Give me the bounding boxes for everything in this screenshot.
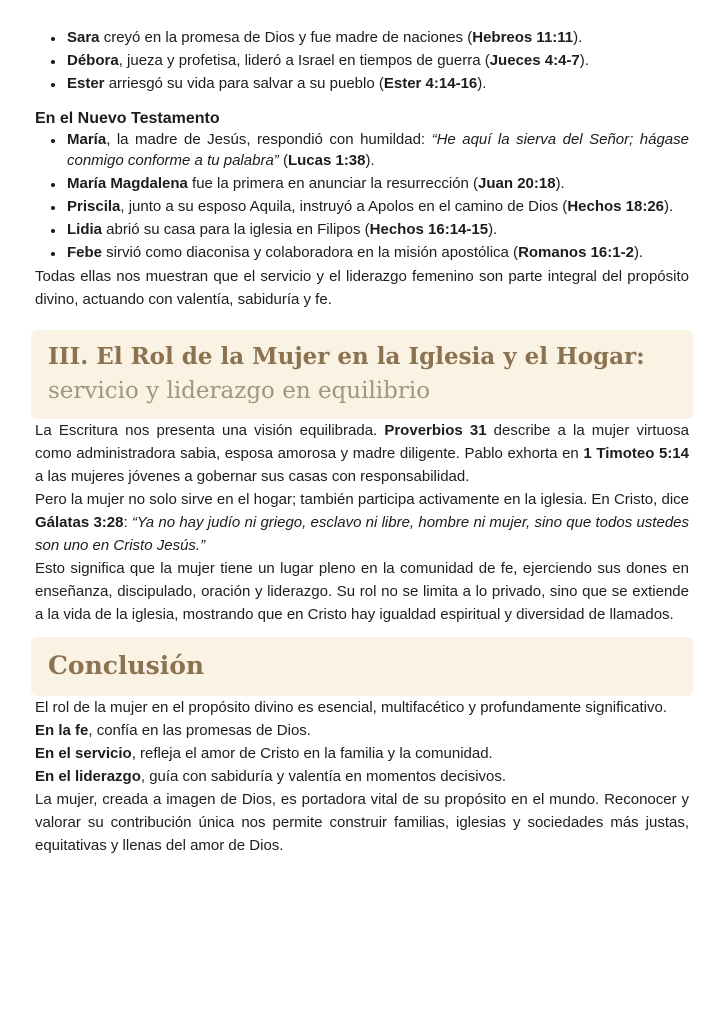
list-item: • Sara creyó en la promesa de Dios y fue madre de naciones (Hebreos 11:11). (65, 27, 689, 48)
galatas-paragraph: Pero la mujer no solo sirve en el hogar; también participa activamente en la iglesia. En Cristo, dice Gálatas 3:28: “Ya no hay judío ni griego, esclavo ni libre, hombre ni mujer, sino que todos ustedes son uno en Cristo Jesús.” (35, 491, 689, 554)
list-item: • Ester arriesgó su vida para salvar a su pueblo (Ester 4:14-16). (65, 73, 689, 94)
emphasis-line-servicio: En el servicio, refleja el amor de Cristo en la familia y la comunidad. (35, 745, 493, 762)
list-item: • María Magdalena fue la primera en anunciar la resurrección (Juan 20:18). (65, 173, 689, 194)
new-testament-list (35, 129, 689, 263)
list-item: • Débora, jueza y profetisa, lideró a Israel en tiempos de guerra (Jueces 4:4-7). (65, 50, 689, 71)
emphasis-line-fe: En la fe, confía en las promesas de Dios. (35, 722, 311, 739)
conclusion-title: Conclusión (48, 651, 205, 680)
conclusion-heading-box (31, 637, 693, 696)
final-paragraph: La mujer, creada a imagen de Dios, es portadora vital de su propósito en el mundo. Reconocer y valorar su contribución única nos permite construir familias, iglesias y sociedades más justas, equitativas y llenas del amor de Dios. (35, 791, 689, 854)
list-item: • Priscila, junto a su esposo Aquila, instruyó a Apolos en el camino de Dios (Hechos 18:26). (65, 196, 689, 217)
pleno-paragraph: Esto significa que la mujer tiene un lugar pleno en la comunidad de fe, ejerciendo sus dones en enseñanza, discipulado, oración y liderazgo. Su rol no se limita a lo privado, sino que se extiende a la vida de la iglesia, mostrando que en Cristo hay igualdad espiritual y diversidad de llamados. (35, 560, 689, 623)
old-testament-list (35, 27, 689, 94)
new-testament-heading: En el Nuevo Testamento (35, 110, 220, 127)
conclusion-emphasis-lines (35, 719, 689, 788)
list-item: • Lidia abrió su casa para la iglesia en Filipos (Hechos 16:14-15). (65, 219, 689, 240)
section-three-title: III. El Rol de la Mujer en la Iglesia y el Hogar: (48, 343, 645, 370)
section-three-subtitle: servicio y liderazgo en equilibrio (48, 378, 431, 404)
summary-paragraph: Todas ellas nos muestran que el servicio y el liderazgo femenino son parte integral del propósito divino, actuando con valentía, sabiduría y fe. (35, 268, 689, 308)
list-item: • Febe sirvió como diaconisa y colaboradora en la misión apostólica (Romanos 16:1-2). (65, 242, 689, 263)
list-item: • María, la madre de Jesús, respondió con humildad: “He aquí la sierva del Señor; hágase conmigo conforme a tu palabra” (Lucas 1:38). (65, 129, 689, 171)
rol-paragraph: El rol de la mujer en el propósito divino es esencial, multifacético y profundamente significativo. (35, 699, 667, 716)
emphasis-line-liderazgo: En el liderazgo, guía con sabiduría y valentía en momentos decisivos. (35, 768, 507, 785)
section-three-heading-box (31, 330, 693, 419)
escritura-paragraph: La Escritura nos presenta una visión equilibrada. Proverbios 31 describe a la mujer virtuosa como administradora sabia, esposa amorosa y madre diligente. Pablo exhorta en 1 Timoteo 5:14 a las mujeres jóvenes a gobernar sus casas con responsabilidad. (35, 422, 689, 485)
